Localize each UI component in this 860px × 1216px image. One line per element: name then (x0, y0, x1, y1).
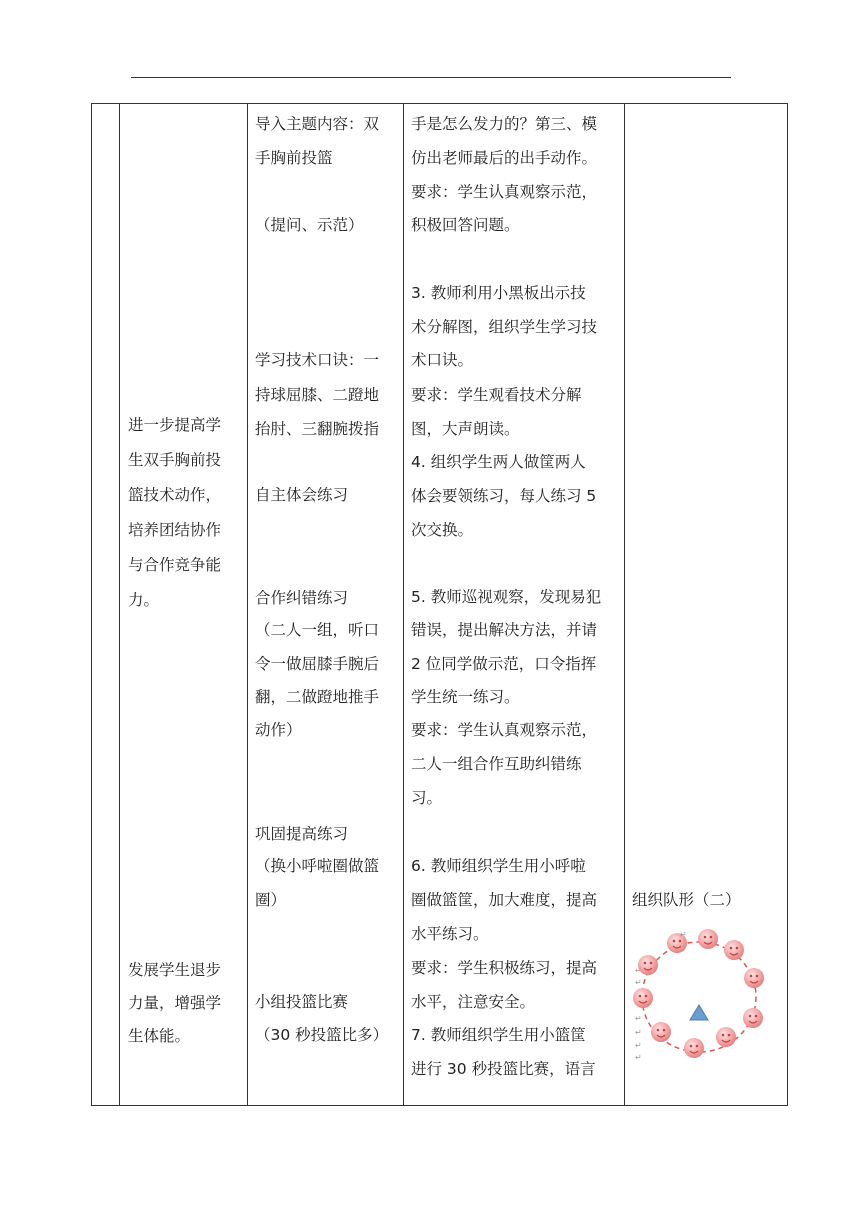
smiley-icon (716, 1027, 736, 1047)
goal-line: 生体能。 (128, 1027, 191, 1045)
content-line: 抬肘、三翻腕拨指 (255, 420, 380, 438)
goal-line: 与合作竞争能 (128, 556, 222, 574)
column-divider (403, 104, 404, 1105)
content-line: 自主体会练习 (255, 486, 349, 504)
svg-text:↵: ↵ (635, 966, 642, 975)
method-line: 积极回答问题。 (411, 216, 520, 234)
method-line: 图，大声朗读。 (411, 420, 520, 438)
svg-text:↵: ↵ (635, 1053, 642, 1062)
content-line: （30 秒投篮比多） (255, 1026, 389, 1044)
content-line: 学习技术口诀：一 (255, 351, 380, 369)
formation-svg (632, 925, 767, 1065)
smiley-icon (724, 940, 744, 960)
method-line: 5. 教师巡视观察，发现易犯 (411, 588, 602, 606)
column-divider (624, 104, 625, 1105)
formation-diagram (632, 925, 767, 1065)
content-line: 手胸前投篮 (255, 149, 333, 167)
smiley-icon (743, 1008, 763, 1028)
teacher-triangle-icon (690, 1005, 708, 1020)
content-line: 导入主题内容：双 (255, 115, 380, 133)
method-line: 要求：学生观看技术分解 (411, 386, 582, 404)
method-line: 学生统一练习。 (411, 688, 520, 706)
method-line: 7. 教师组织学生用小篮筐 (411, 1026, 586, 1044)
smiley-icon (744, 968, 764, 988)
method-line: 进行 30 秒投篮比赛，语言 (411, 1060, 596, 1078)
svg-text:↵: ↵ (635, 1041, 642, 1050)
content-line: （换小呼啦圈做篮 (255, 857, 380, 875)
content-line: 巩固提高练习 (255, 825, 349, 843)
method-line: 4. 组织学生两人做筐两人 (411, 453, 586, 471)
content-line: 令一做屈膝手腕后 (255, 655, 380, 673)
content-line: 翻，二做蹬地推手 (255, 688, 380, 706)
method-line: 圈做篮筐，加大难度，提高 (411, 891, 598, 909)
content-line: （二人一组，听口 (255, 621, 380, 639)
goal-line: 进一步提高学 (128, 416, 222, 434)
goal-line: 力。 (128, 591, 160, 609)
method-line: 术分解图，组织学生学习技 (411, 318, 598, 336)
smiley-icon (684, 1038, 704, 1058)
method-line: 二人一组合作互助纠错练 (411, 755, 582, 773)
smiley-icon (633, 988, 653, 1008)
smiley-icon (651, 1022, 671, 1042)
method-line: 3. 教师利用小黑板出示技 (411, 284, 586, 302)
smiley-icon (698, 929, 718, 949)
method-line: 要求：学生积极练习，提高 (411, 959, 598, 977)
content-line: 小组投篮比赛 (255, 993, 349, 1011)
method-line: 仿出老师最后的出手动作。 (411, 149, 598, 167)
method-line: 手是怎么发力的？第三、模 (411, 115, 598, 133)
method-line: 6. 教师组织学生用小呼啦 (411, 857, 586, 875)
svg-text:↵: ↵ (635, 978, 642, 987)
method-line: 要求：学生认真观察示范， (411, 183, 598, 201)
header-rule (131, 77, 731, 78)
content-line: 动作） (255, 721, 302, 739)
svg-text:↵: ↵ (680, 930, 687, 939)
formation-label: 组织队形（二） (632, 891, 741, 909)
goal-line: 篮技术动作， (128, 486, 222, 504)
content-line: 合作纠错练习 (255, 589, 349, 607)
method-line: 体会要领练习，每人练习 5 (411, 487, 597, 505)
goal-line: 培养团结协作 (128, 521, 222, 539)
content-line: （提问、示范） (255, 216, 364, 234)
method-line: 错误，提出解决方法，并请 (411, 621, 598, 639)
method-line: 水平，注意安全。 (411, 993, 536, 1011)
method-line: 习。 (411, 789, 443, 807)
column-divider (247, 104, 248, 1105)
student-icons (633, 929, 764, 1058)
column-divider (119, 104, 120, 1105)
content-line: 持球屈膝、二蹬地 (255, 386, 380, 404)
method-line: 要求：学生认真观察示范， (411, 721, 598, 739)
method-line: 2 位同学做示范，口令指挥 (411, 655, 597, 673)
content-line: 圈） (255, 891, 287, 909)
method-line: 术口诀。 (411, 351, 474, 369)
goal-line: 力量，增强学 (128, 994, 222, 1012)
svg-text:↵: ↵ (635, 1028, 642, 1037)
goal-line: 生双手胸前投 (128, 451, 222, 469)
method-line: 水平练习。 (411, 925, 489, 943)
svg-text:↵: ↵ (635, 1014, 642, 1023)
goal-line: 发展学生退步 (128, 961, 222, 979)
method-line: 次交换。 (411, 521, 474, 539)
